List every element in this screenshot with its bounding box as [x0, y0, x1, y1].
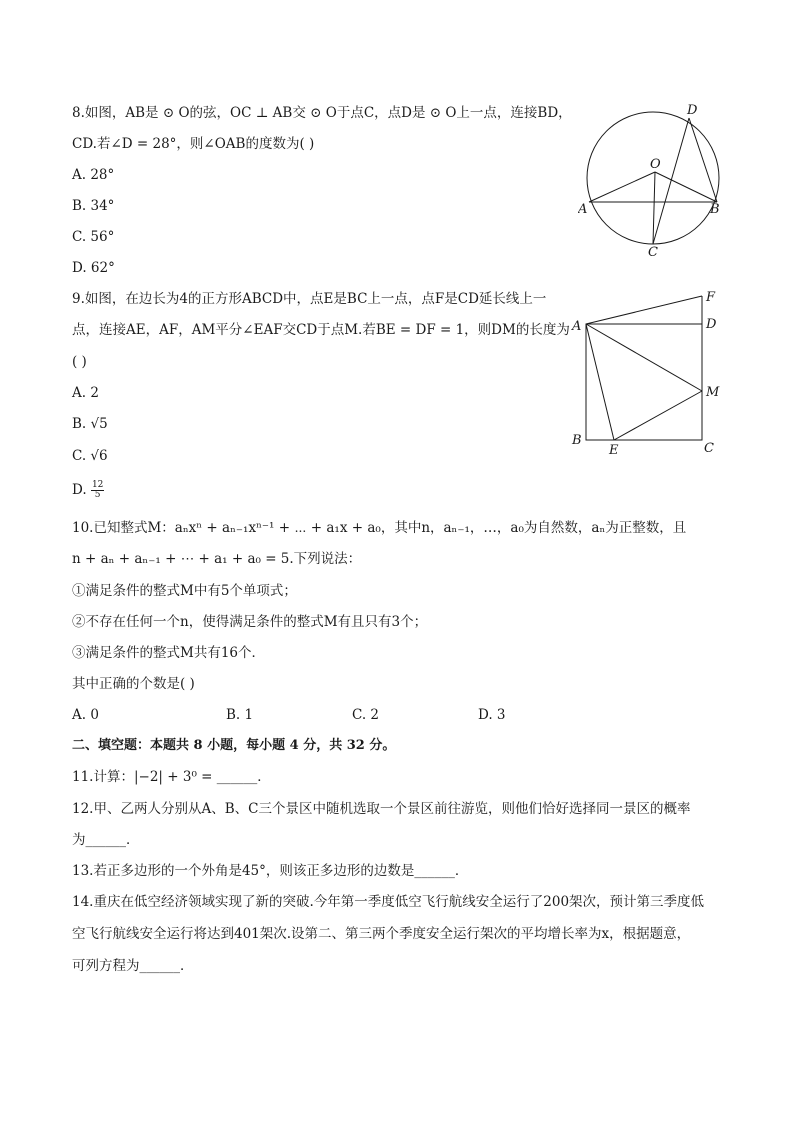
q9-option-a: A. 2 — [72, 385, 99, 401]
q9-option-d-numerator: 12 — [91, 480, 104, 490]
q12-line2: 为______． — [72, 832, 140, 848]
q8-label-b: B — [710, 202, 720, 217]
q8-label-c: C — [648, 245, 658, 258]
q8-line1: 8.如图，AB是 ⊙ O的弦，OC ⊥ AB交 ⊙ O于点C，点D是 ⊙ O上一点，连接BD， — [72, 105, 572, 121]
q10-statement-1: ①满足条件的整式M中有5个单项式； — [72, 583, 297, 599]
q9-line2: 点，连接AE，AF，AM平分∠EAF交CD于点M.若BE = DF = 1，则DM的长度为 — [72, 322, 570, 338]
q14-line3: 可列方程为______． — [72, 958, 194, 974]
q9-label-c: C — [704, 441, 714, 456]
q9-label-a: A — [572, 319, 582, 334]
q10-option-a: A. 0 — [72, 707, 99, 723]
q9-option-d-prefix: D. — [72, 482, 87, 498]
q10-statement-2: ②不存在任何一个n，使得满足条件的整式M有且只有3个； — [72, 614, 428, 630]
q10-line2: n + aₙ + aₙ₋₁ + ⋯ + a₁ + a₀ = 5.下列说法： — [72, 551, 362, 567]
q10-statement-3: ③满足条件的整式M共有16个． — [72, 645, 266, 661]
q8-label-o: O — [650, 157, 661, 172]
q9-label-e: E — [609, 443, 619, 458]
q8-option-b: B. 34° — [72, 198, 115, 214]
q9-option-d — [72, 480, 104, 500]
q8-option-d: D. 62° — [72, 260, 115, 276]
q10-option-c: C. 2 — [352, 707, 380, 723]
q13-line: 13.若正多边形的一个外角是45°，则该正多边形的边数是______． — [72, 863, 469, 879]
q8-option-a: A. 28° — [72, 167, 115, 183]
q8-line2: CD.若∠D = 28°，则∠OAB的度数为( ) — [72, 136, 315, 152]
q10-option-d: D. 3 — [478, 707, 506, 723]
q12-line1: 12.甲、乙两人分别从A、B、C三个景区中随机选取一个景区前往游览，则他们恰好选择同一景区的概率 — [72, 801, 691, 817]
section-fill-in-blank-header: 二、填空题：本题共 8 小题，每小题 4 分，共 32 分。 — [72, 738, 396, 753]
q9-option-b: B. √5 — [72, 416, 108, 432]
q8-label-a: A — [578, 202, 588, 217]
q9-option-d-fraction — [91, 481, 104, 500]
q8-circle-figure — [578, 98, 728, 258]
q14-line1: 14.重庆在低空经济领域实现了新的突破.今年第一季度低空飞行航线安全运行了200架次，预计第三季度低 — [72, 894, 705, 910]
q9-option-c: C. √6 — [72, 448, 108, 464]
q9-line3: ( ) — [72, 354, 87, 370]
q9-line1: 9.如图，在边长为4的正方形ABCD中，点E是BC上一点，点F是CD延长线上一 — [72, 291, 547, 307]
q8-label-d: D — [687, 103, 698, 118]
q11-line: 11.计算：|−2| + 3⁰ = ______． — [72, 769, 271, 785]
q10-line1: 10.已知整式M：aₙxⁿ + aₙ₋₁xⁿ⁻¹ + ⋯ + a₁x + a₀，其中n，aₙ₋₁，…，a₀为自然数，aₙ为正整数，且 — [72, 520, 687, 536]
q14-line2: 空飞行航线安全运行将达到401架次.设第二、第三两个季度安全运行架次的平均增长率为x，根据题意， — [72, 926, 691, 942]
q9-square-figure — [568, 286, 728, 458]
q9-label-b: B — [572, 433, 582, 448]
q10-option-b: B. 1 — [226, 707, 254, 723]
q9-label-f: F — [706, 290, 716, 305]
q10-question: 其中正确的个数是( ) — [72, 676, 195, 692]
q9-option-d-denominator: 5 — [94, 490, 101, 500]
q9-label-m: M — [706, 385, 720, 400]
q9-label-d: D — [706, 317, 717, 332]
q8-option-c: C. 56° — [72, 229, 115, 245]
